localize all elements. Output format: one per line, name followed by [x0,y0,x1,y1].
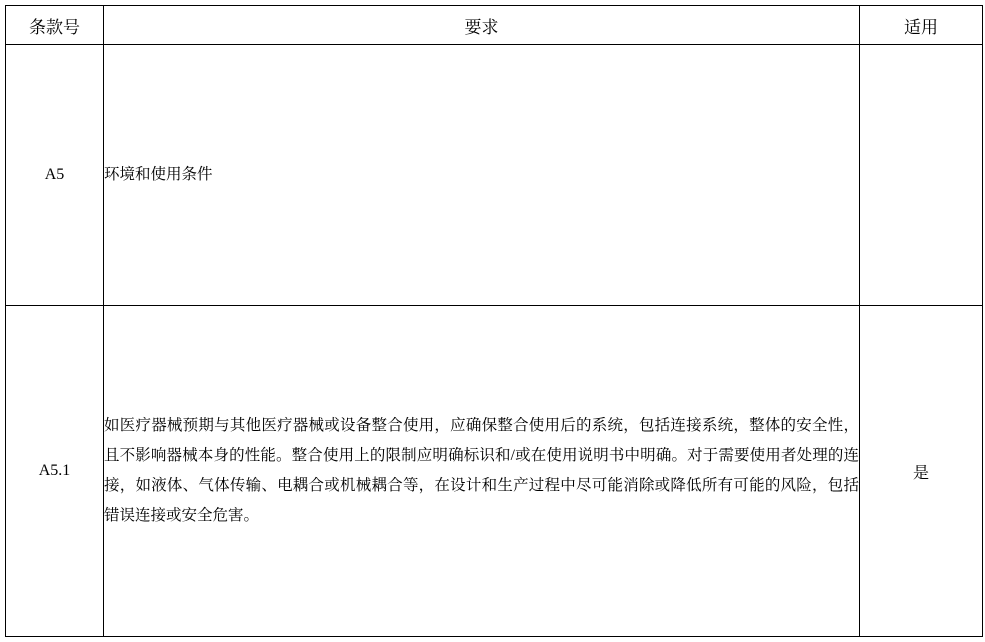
applicable-cell [860,45,983,306]
applicable-cell: 是 [860,306,983,637]
table-body [6,45,983,637]
header-applicable: 适用 [860,6,983,45]
header-clause-number: 条款号 [6,6,104,45]
requirement-text: 如医疗器械预期与其他医疗器械或设备整合使用，应确保整合使用后的系统，包括连接系统，整体的安全性，且不影响器械本身的性能。整合使用上的限制应明确标识和/或在使用说明书中明确。对于需要使用者处理的连接，如液体、气体传输、电耦合或机械耦合等，在设计和生产过程中尽可能消除或降低所有可能的风险，包括错误连接或安全危害。 [104,416,859,525]
requirements-table [5,5,983,637]
header-requirement: 要求 [104,6,860,45]
requirement-cell [104,45,860,306]
clause-number-cell: A5.1 [6,306,104,637]
table-header [6,6,983,45]
table-row [6,306,983,637]
requirement-text: 环境和使用条件 [104,165,213,183]
requirement-cell [104,306,860,637]
table-header-row [6,6,983,45]
table-row [6,45,983,306]
document-page [0,5,985,642]
clause-number-cell: A5 [6,45,104,306]
